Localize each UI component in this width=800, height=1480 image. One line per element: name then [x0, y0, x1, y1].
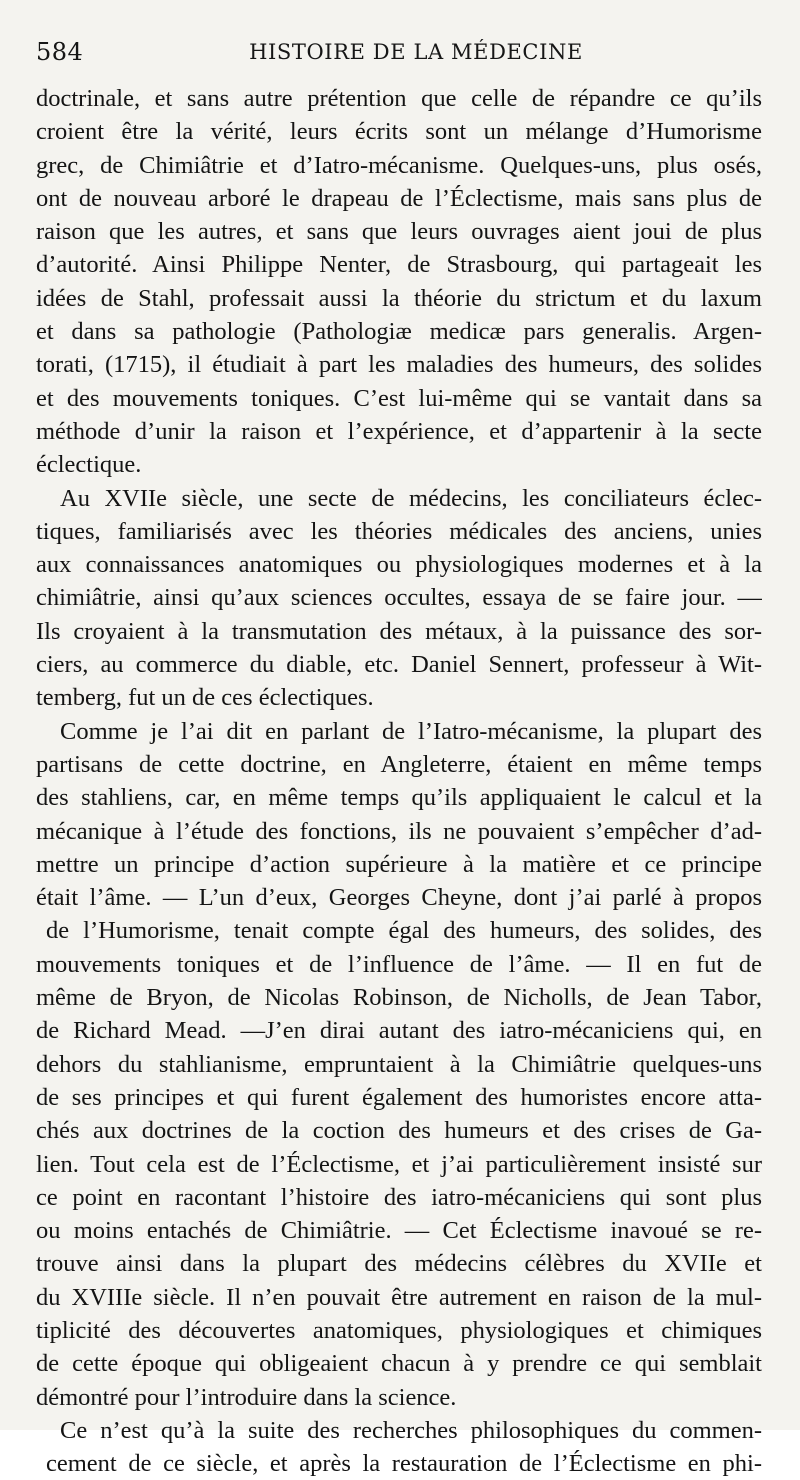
text-line: tiplicité des découvertes anatomiques, physiologiques et chimiques: [36, 1316, 762, 1344]
text-line: était l’âme. — L’un d’eux, Georges Cheyne, dont j’ai parlé à propos: [36, 884, 762, 912]
text-line: de cette époque qui obligeaient chacun à y prendre ce qui semblait: [36, 1350, 762, 1378]
text-line: partisans de cette doctrine, en Angleterre, étaient en même temps: [36, 750, 762, 778]
text-line: éclectique.: [36, 451, 142, 479]
text-line: de Richard Mead. —J’en dirai autant des iatro-mécaniciens qui, en: [36, 1017, 762, 1045]
text-line: méthode d’unir la raison et l’expérience, et d’appartenir à la secte: [36, 417, 762, 445]
text-line: Ils croyaient à la transmutation des métaux, à la puissance des sor-: [36, 617, 762, 645]
text-line: de l’Humorisme, tenait compte égal des humeurs, des solides, des: [46, 917, 762, 945]
text-line: grec, de Chimiâtrie et d’Iatro-mécanisme. Quelques-uns, plus osés,: [36, 151, 762, 179]
text-line: lien. Tout cela est de l’Éclectisme, et j’ai particulièrement insisté sur: [36, 1150, 762, 1178]
text-line: aux connaissances anatomiques ou physiologiques modernes et à la: [36, 551, 762, 579]
paragraph-start-line: Comme je l’ai dit en parlant de l’Iatro-mécanisme, la plupart des: [60, 717, 762, 745]
text-line: et dans sa pathologie (Pathologiæ medicæ pars generalis. Argen-: [36, 318, 762, 346]
text-line: de ses principes et qui furent également des humoristes encore atta-: [36, 1083, 762, 1111]
text-line: ciers, au commerce du diable, etc. Daniel Sennert, professeur à Wit-: [36, 651, 762, 679]
paragraph-start-line: Au XVIIe siècle, une secte de médecins, les conciliateurs éclec-: [60, 484, 762, 512]
text-line: même de Bryon, de Nicolas Robinson, de Nicholls, de Jean Tabor,: [36, 984, 762, 1012]
paragraph-start-line: Ce n’est qu’à la suite des recherches philosophiques du commen-: [60, 1416, 762, 1444]
text-line: mécanique à l’étude des fonctions, ils ne pouvaient s’empêcher d’ad-: [36, 817, 762, 845]
running-head: HISTOIRE DE LA MÉDECINE: [249, 40, 583, 64]
text-line: raison que les autres, et sans que leurs ouvrages aient joui de plus: [36, 218, 762, 246]
text-line: démontré pour l’introduire dans la science.: [36, 1383, 457, 1411]
text-line: ce point en racontant l’histoire des iatro-mécaniciens qui sont plus: [36, 1183, 762, 1211]
text-line: trouve ainsi dans la plupart des médecins célèbres du XVIIe et: [36, 1250, 762, 1278]
text-line: du XVIIIe siècle. Il n’en pouvait être autrement en raison de la mul-: [36, 1283, 762, 1311]
page-number: 584: [36, 38, 84, 66]
text-line: ou moins entachés de Chimiâtrie. — Cet Éclectisme inavoué se re-: [36, 1217, 762, 1245]
text-line: ont de nouveau arboré le drapeau de l’Éclectisme, mais sans plus de: [36, 184, 762, 212]
text-line: cement de ce siècle, et après la restauration de l’Éclectisme en phi-: [46, 1450, 762, 1478]
text-line: temberg, fut un de ces éclectiques.: [36, 684, 374, 712]
text-line: et des mouvements toniques. C’est lui-même qui se vantait dans sa: [36, 384, 762, 412]
page-header: [36, 38, 756, 70]
text-line: mettre un principe d’action supérieure à la matière et ce principe: [36, 850, 762, 878]
text-line: mouvements toniques et de l’influence de l’âme. — Il en fut de: [36, 950, 762, 978]
text-line: doctrinale, et sans autre prétention que celle de répandre ce qu’ils: [36, 85, 762, 112]
text-line: dehors du stahlianisme, empruntaient à la Chimiâtrie quelques-uns: [36, 1050, 762, 1078]
text-line: idées de Stahl, professait aussi la théorie du strictum et du laxum: [36, 284, 762, 312]
text-line: torati, (1715), il étudiait à part les maladies des humeurs, des solides: [36, 351, 762, 379]
text-line: croient être la vérité, leurs écrits sont un mélange d’Humorisme: [36, 118, 762, 146]
text-line: chés aux doctrines de la coction des humeurs et des crises de Ga-: [36, 1117, 762, 1145]
text-line: d’autorité. Ainsi Philippe Nenter, de Strasbourg, qui partageait les: [36, 251, 762, 279]
text-line: des stahliens, car, en même temps qu’ils appliquaient le calcul et la: [36, 784, 762, 812]
text-line: tiques, familiarisés avec les théories médicales des anciens, unies: [36, 517, 762, 545]
text-line: chimiâtrie, ainsi qu’aux sciences occultes, essaya de se faire jour. —: [36, 584, 762, 612]
body-text: [36, 82, 762, 1480]
